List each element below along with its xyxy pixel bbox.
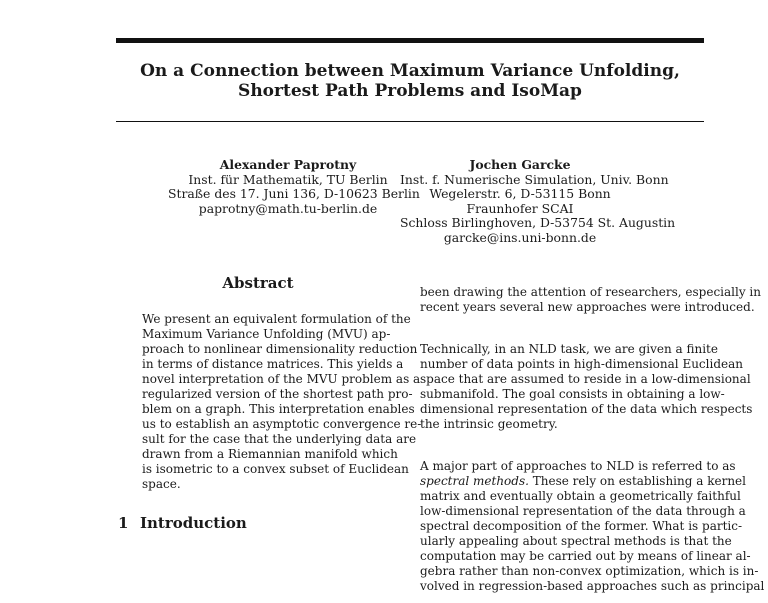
text-line: been drawing the attention of researchers, especially in xyxy=(420,285,761,299)
author-email: garcke@ins.uni-bonn.de xyxy=(443,229,597,245)
title-line: Shortest Path Problems and IsoMap xyxy=(238,81,582,101)
author-name: Alexander Paprotny xyxy=(219,157,357,172)
abstract-line: proach to nonlinear dimensionality reduction xyxy=(142,342,418,356)
author-address: Straße des 17. Juni 136, D-10623 Berlin xyxy=(168,186,420,202)
author-affiliation: Inst. für Mathematik, TU Berlin xyxy=(188,171,388,187)
abstract-line: We present an equivalent formulation of the xyxy=(142,312,411,326)
top-rule xyxy=(116,38,704,43)
text-line: recent years several new approaches were introduced. xyxy=(420,300,755,314)
author-block-garcke xyxy=(400,157,676,246)
author-address-2: Schloss Birlinghoven, D-53754 St. Augustin xyxy=(400,215,676,231)
abstract-line: sult for the case that the underlying data are xyxy=(142,432,417,446)
section-title: Introduction xyxy=(140,514,247,532)
text-line: A major part of approaches to NLD is referred to as xyxy=(420,459,736,473)
text-line: Technically, in an NLD task, we are given a finite xyxy=(420,342,718,356)
abstract-line: blem on a graph. This interpretation enables xyxy=(142,402,415,416)
author-email: paprotny@math.tu-berlin.de xyxy=(198,200,378,216)
text-fragment: These rely on establishing a kernel xyxy=(528,474,746,488)
abstract-line: us to establish an asymptotic convergence re- xyxy=(142,417,422,431)
title-line: On a Connection between Maximum Variance Unfolding, xyxy=(140,61,680,81)
author-name: Jochen Garcke xyxy=(469,157,571,172)
text-line: spectral decomposition of the former. What is partic- xyxy=(420,519,743,533)
right-column-text xyxy=(420,276,765,603)
text-line: submanifold. The goal consists in obtaining a low- xyxy=(420,387,725,401)
text-line: volved in regression-based approaches such as principal xyxy=(420,579,765,593)
abstract-line: regularized version of the shortest path pro- xyxy=(142,387,413,401)
section-heading-introduction xyxy=(118,514,247,532)
author-address: Wegelerstr. 6, D-53115 Bonn xyxy=(429,186,611,202)
abstract-line: in terms of distance matrices. This yields a xyxy=(142,357,404,371)
abstract-line: novel interpretation of the MVU problem as a xyxy=(142,372,421,386)
text-line xyxy=(420,474,746,489)
author-affiliation-2: Fraunhofer SCAI xyxy=(466,200,574,216)
emphasis-term: spectral methods. xyxy=(420,474,529,488)
abstract-line: drawn from a Riemannian manifold which xyxy=(142,447,398,461)
text-line: computation may be carried out by means of linear al- xyxy=(420,549,751,563)
title-rule xyxy=(116,121,704,122)
abstract-line: space. xyxy=(142,477,181,491)
text-line: dimensional representation of the data which respects xyxy=(420,402,753,416)
text-line: number of data points in high-dimensional Euclidean xyxy=(420,357,743,371)
text-line: space that are assumed to reside in a low-dimensional xyxy=(420,372,751,386)
text-line: the intrinsic geometry. xyxy=(420,417,558,431)
section-number: 1 xyxy=(118,514,129,532)
abstract-line: Maximum Variance Unfolding (MVU) ap- xyxy=(142,327,391,341)
text-line: low-dimensional representation of the data through a xyxy=(420,504,746,518)
paper-title xyxy=(116,61,704,101)
abstract-heading: Abstract xyxy=(222,274,294,292)
abstract-text xyxy=(142,312,422,492)
author-affiliation: Inst. f. Numerische Simulation, Univ. Bonn xyxy=(400,171,669,187)
text-line: gebra rather than non-convex optimization, which is in- xyxy=(420,564,759,578)
text-line: matrix and eventually obtain a geometrically faithful xyxy=(420,489,741,503)
text-line: ularly appealing about spectral methods is that the xyxy=(420,534,732,548)
author-block-paprotny xyxy=(168,157,420,216)
abstract-line: is isometric to a convex subset of Euclidean xyxy=(142,462,409,476)
